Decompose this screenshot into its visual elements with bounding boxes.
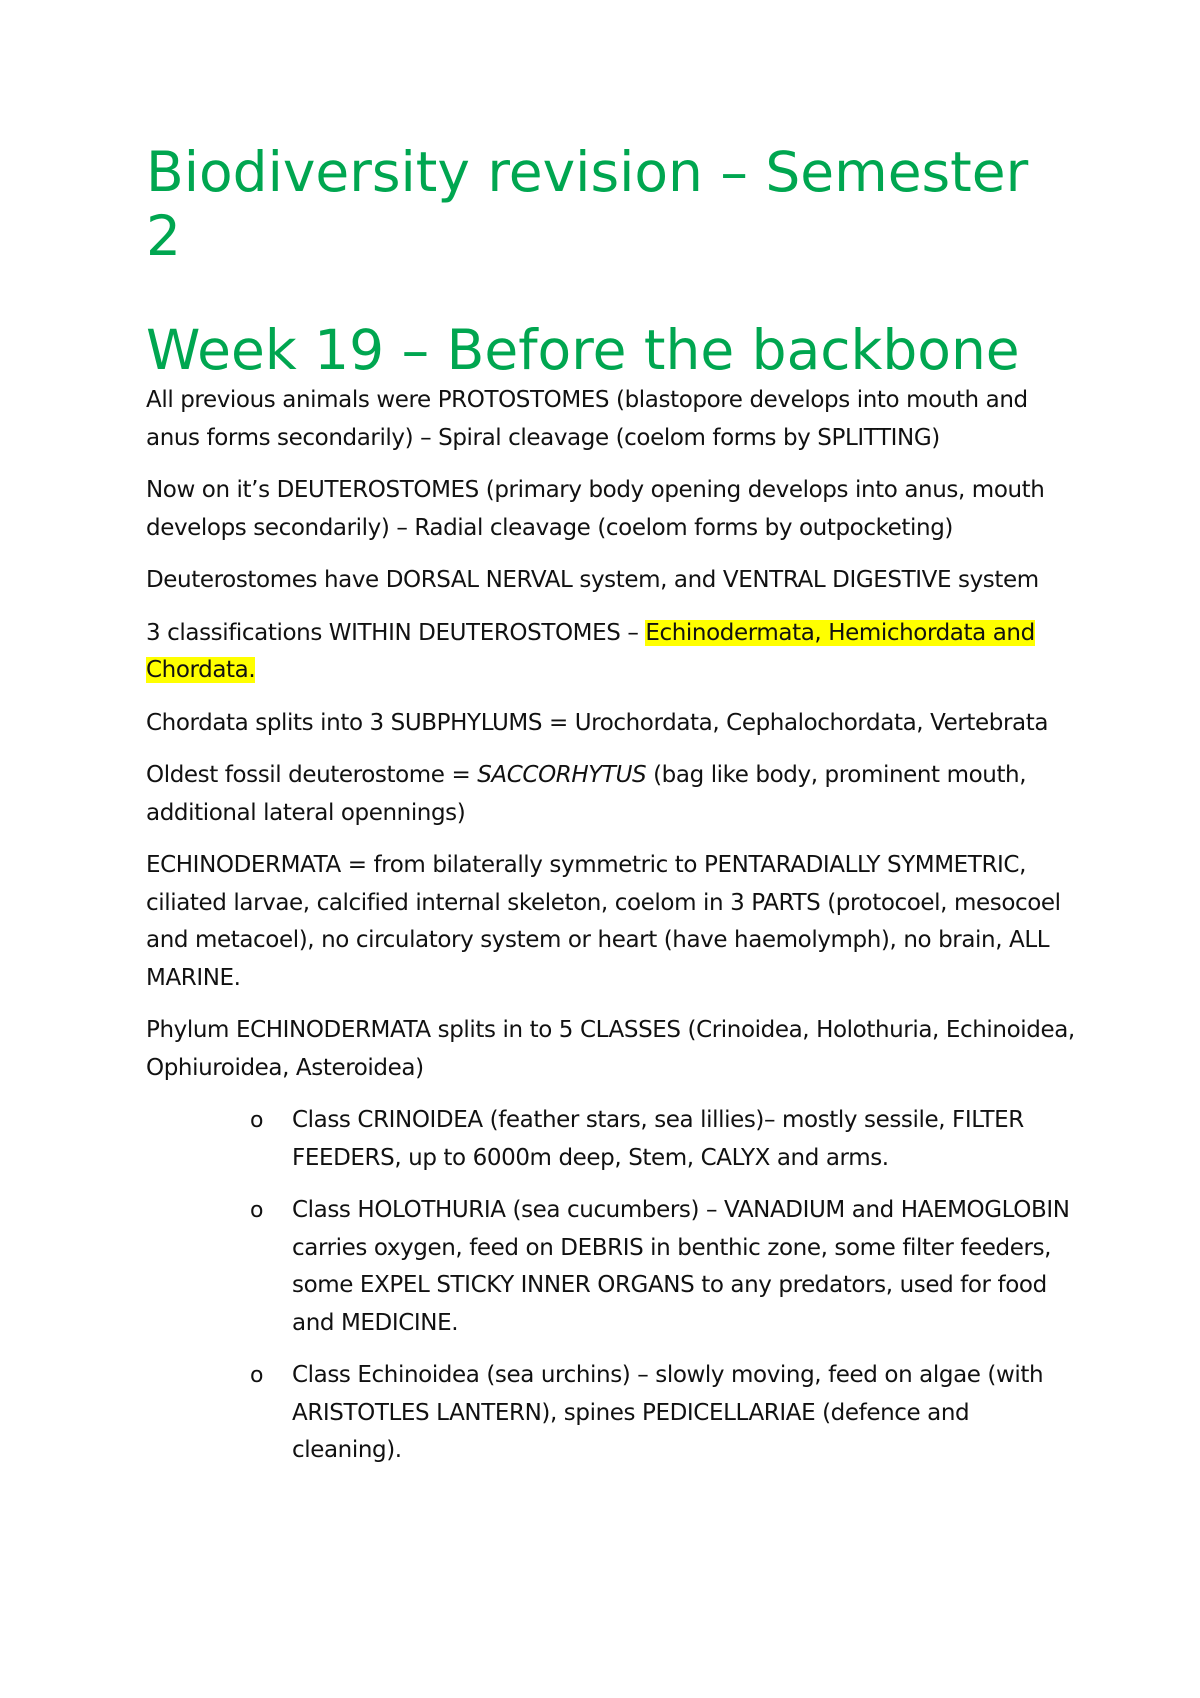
paragraph-oldest-fossil bbox=[146, 757, 1076, 832]
bullet-icon: o bbox=[250, 1363, 264, 1388]
highlighted-classifications: Echinodermata, Hemichordata and Chordata. bbox=[146, 619, 1035, 683]
paragraph-classifications bbox=[146, 615, 1076, 690]
bullet-icon: o bbox=[250, 1198, 264, 1223]
class-crinoidea: Class CRINOIDEA (feather stars, sea lillies)– mostly sessile, FILTER FEEDERS, up to 6000m deep, Stem, CALYX and arms. bbox=[292, 1107, 1024, 1171]
bullet-icon: o bbox=[250, 1108, 264, 1133]
classifications-text: 3 classifications WITHIN DEUTEROSTOMES – bbox=[146, 619, 646, 646]
paragraph-deuterostomes: Now on it’s DEUTEROSTOMES (primary body opening develops into anus, mouth develops secondarily) – Radial cleavage (coelom forms by outpocketing) bbox=[146, 477, 1045, 541]
document-body bbox=[146, 140, 1076, 1485]
class-holothuria: Class HOLOTHURIA (sea cucumbers) – VANADIUM and HAEMOGLOBIN carries oxygen, feed on DEBRIS in benthic zone, some filter feeders, some EXPEL STICKY INNER ORGANS to any predators, used for food and MEDICINE. bbox=[292, 1197, 1070, 1336]
paragraph-echinodermata: ECHINODERMATA = from bilaterally symmetric to PENTARADIALLY SYMMETRIC, ciliated larvae, calcified internal skeleton, coelom in 3 PARTS (protocoel, mesocoel and metacoel), no circulatory system or heart (have haemolymph), no brain, ALL MARINE. bbox=[146, 852, 1061, 991]
list-item bbox=[146, 1192, 1076, 1342]
paragraph-phylum-classes: Phylum ECHINODERMATA splits in to 5 CLASSES (Crinoidea, Holothuria, Echinoidea, Ophiuroidea, Asteroidea) bbox=[146, 1017, 1075, 1081]
class-echinoidea: Class Echinoidea (sea urchins) – slowly moving, feed on algae (with ARISTOTLES LANTERN), spines PEDICELLARIAE (defence and cleaning). bbox=[292, 1362, 1044, 1463]
fossil-text-post: (bag like body, prominent mouth, additional lateral opennings) bbox=[146, 762, 1027, 826]
fossil-text-pre: Oldest fossil deuterostome = bbox=[146, 762, 478, 788]
class-list bbox=[146, 1102, 1076, 1470]
paragraph-nerval-system: Deuterostomes have DORSAL NERVAL system, and VENTRAL DIGESTIVE system bbox=[146, 567, 1039, 593]
list-item bbox=[146, 1357, 1076, 1470]
document-title: Biodiversity revision – Semester 2 bbox=[146, 140, 1029, 268]
fossil-name: SACCORHYTUS bbox=[477, 762, 647, 788]
list-item bbox=[146, 1102, 1076, 1177]
week-heading: Week 19 – Before the backbone bbox=[146, 318, 1020, 382]
paragraph-chordata: Chordata splits into 3 SUBPHYLUMS = Urochordata, Cephalochordata, Vertebrata bbox=[146, 709, 1049, 736]
paragraph-protostomes: All previous animals were PROTOSTOMES (blastopore develops into mouth and anus forms secondarily) – Spiral cleavage (coelom forms by SPLITTING) bbox=[146, 387, 1028, 451]
